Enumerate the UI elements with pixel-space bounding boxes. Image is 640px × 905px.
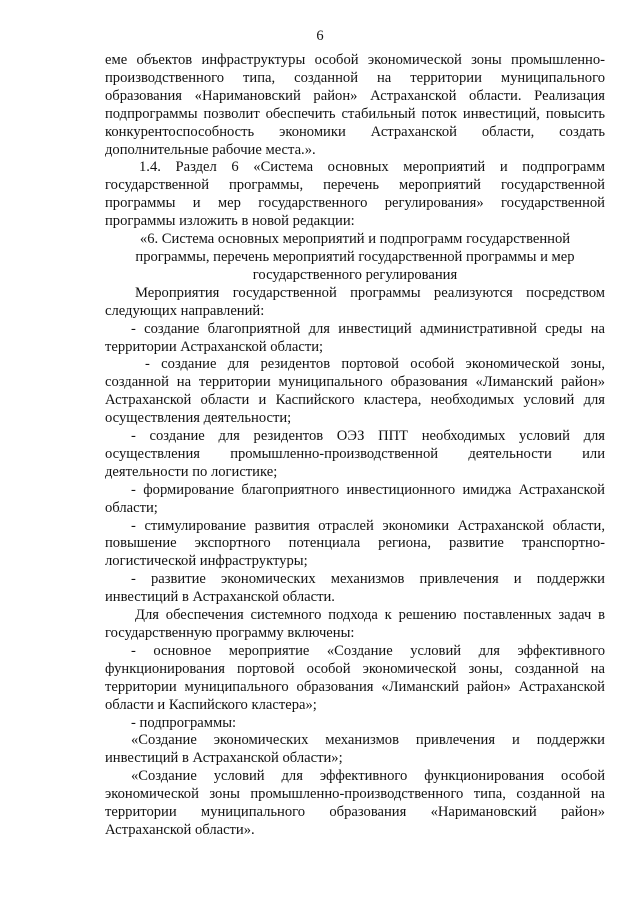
paragraph-intro: Мероприятия государственной программы реализуются посредством следующих направлений:	[105, 284, 605, 319]
direction-item: - развитие экономических механизмов привлечения и поддержки инвестиций в Астраханской области.	[105, 571, 605, 606]
paragraph-continuation: еме объектов инфраструктуры особой экономической зоны промышленно-производственного типа, созданной на территории муниципального образования «Наримановский район» Астраханской области. Реализация подпрограммы позволит обеспечить стабильный поток инвестиций, повысить конкурентоспособность экономики Астраханской области, создать дополнительные рабочие места.».	[105, 52, 605, 158]
page-number: 6	[316, 28, 324, 44]
subprogram-item: «Создание экономических механизмов привлечения и поддержки инвестиций в Астраханской области»;	[105, 732, 605, 767]
direction-item: - стимулирование развития отраслей экономики Астраханской области, повышение экспортного потенциала региона, развитие транспортно-логистической инфраструктуры;	[105, 517, 605, 570]
direction-item: - создание для резидентов ОЭЗ ППТ необходимых условий для осуществления промышленно-производственной деятельности или деятельности по логистике;	[105, 428, 605, 480]
direction-item: - создание для резидентов портовой особой экономической зоны, созданной на территории муниципального образования «Лиманский район» Астраханской области и Каспийского кластера, необходимых условий для осуществления деятельности;	[105, 356, 605, 427]
document-body	[105, 52, 605, 840]
subprogram-item: «Создание условий для эффективного функционирования особой экономической зоны промышленно-производственного типа, созданной на территории муниципального образования «Наримановский район» Астраханской области».	[105, 768, 605, 838]
direction-item: - создание благоприятной для инвестиций административной среды на территории Астраханской области;	[105, 320, 605, 355]
direction-item: - формирование благоприятного инвестиционного имиджа Астраханской области;	[105, 481, 605, 516]
subprograms-label: - подпрограммы:	[131, 714, 237, 731]
paragraph-systemic: Для обеспечения системного подхода к решению поставленных задач в государственную программу включены:	[105, 607, 605, 641]
paragraph-amendment: 1.4. Раздел 6 «Система основных мероприятий и подпрограмм государственной программы, перечень мероприятий государственной программы и мер государственного регулирования» государственной программы изложить в новой редакции:	[105, 159, 605, 230]
section-heading: «6. Система основных мероприятий и подпрограмм государственной программы, перечень мероприятий государственной программы и мер государственного регулирования	[135, 231, 575, 283]
main-measure-item: - основное мероприятие «Создание условий для эффективного функционирования портовой особой экономической зоны, созданной на территории муниципального образования «Лиманский район» Астраханской области и Каспийского кластера»;	[105, 642, 605, 713]
